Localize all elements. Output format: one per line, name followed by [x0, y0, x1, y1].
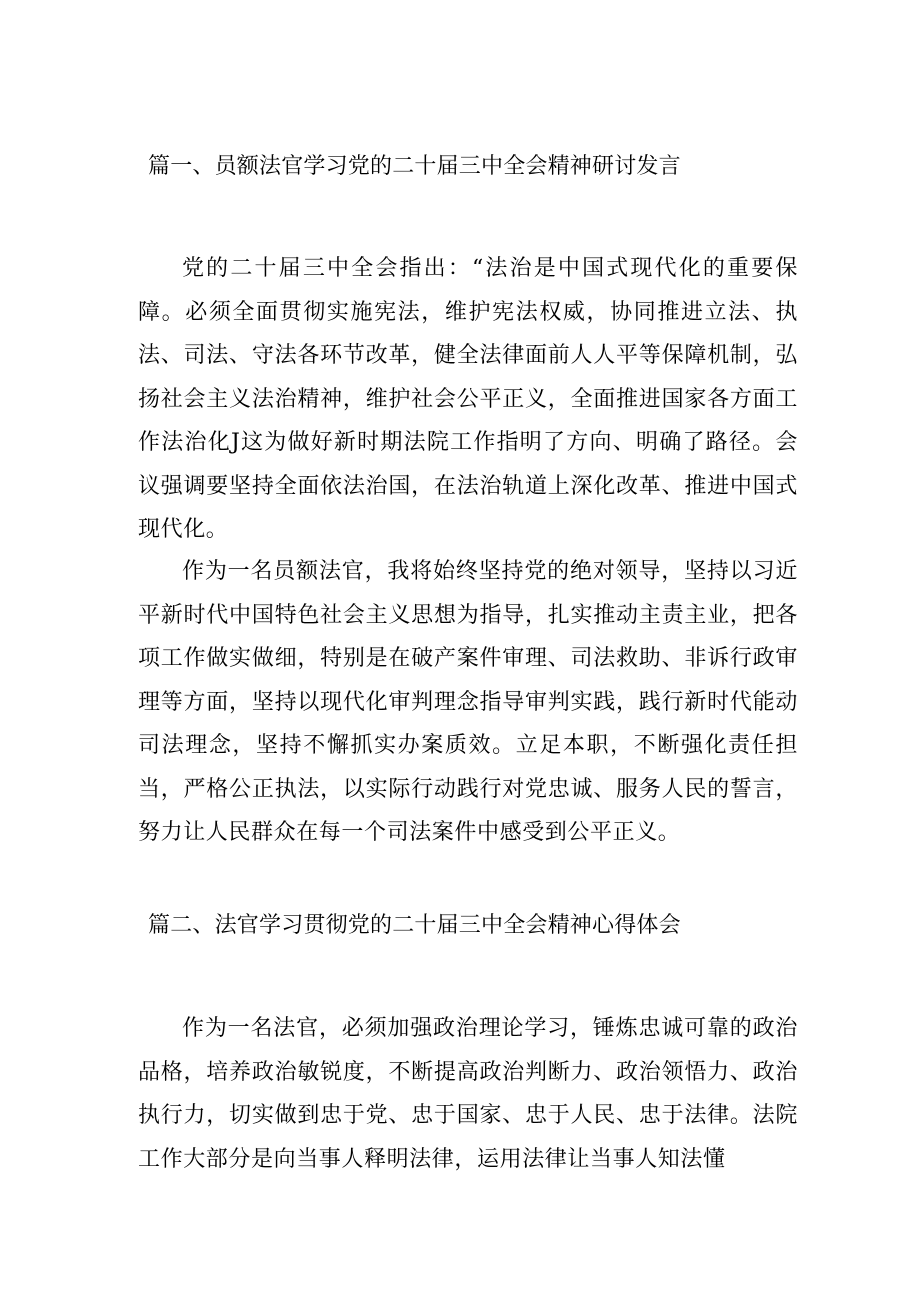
- section-heading-1: 篇一、员额法官学习党的二十届三中全会精神研讨发言: [148, 154, 681, 179]
- section-heading-2: 篇二、法官学习贯彻党的二十届三中全会精神心得体会: [148, 913, 681, 938]
- section-2-paragraph-1: 作为一名法官，必须加强政治理论学习，锤炼忠诚可靠的政治品格，培养政治敏锐度，不断提高政治判断力、政治领悟力、政治执行力，切实做到忠于党、忠于国家、忠于人民、忠于法律。法院工作大部分是向当事人释明法律，运用法律让当事人知法懂: [138, 1016, 798, 1172]
- section-1-paragraph-2: 作为一名员额法官，我将始终坚持党的绝对领导，坚持以习近平新时代中国特色社会主义思想为指导，扎实推动主责主业，把各项工作做实做细，特别是在破产案件审理、司法救助、非诉行政审理等方面，坚持以现代化审判理念指导审判实践，践行新时代能动司法理念，坚持不懈抓实办案质效。立足本职，不断强化责任担当，严格公正执法，以实际行动践行对党忠诚、服务人民的誓言，努力让人民群众在每一个司法案件中感受到公平正义。: [138, 559, 798, 845]
- section-1-paragraph-1: 党的二十届三中全会指出：“法治是中国式现代化的重要保障。必须全面贯彻实施宪法，维护宪法权威，协同推进立法、执法、司法、守法各环节改革，健全法律面前人人平等保障机制，弘扬社会主义法治精神，维护社会公平正义，全面推进国家各方面工作法治化J这为做好新时期法院工作指明了方向、明确了路径。会议强调要坚持全面依法治国，在法治轨道上深化改革、推进中国式现代化。: [138, 256, 798, 542]
